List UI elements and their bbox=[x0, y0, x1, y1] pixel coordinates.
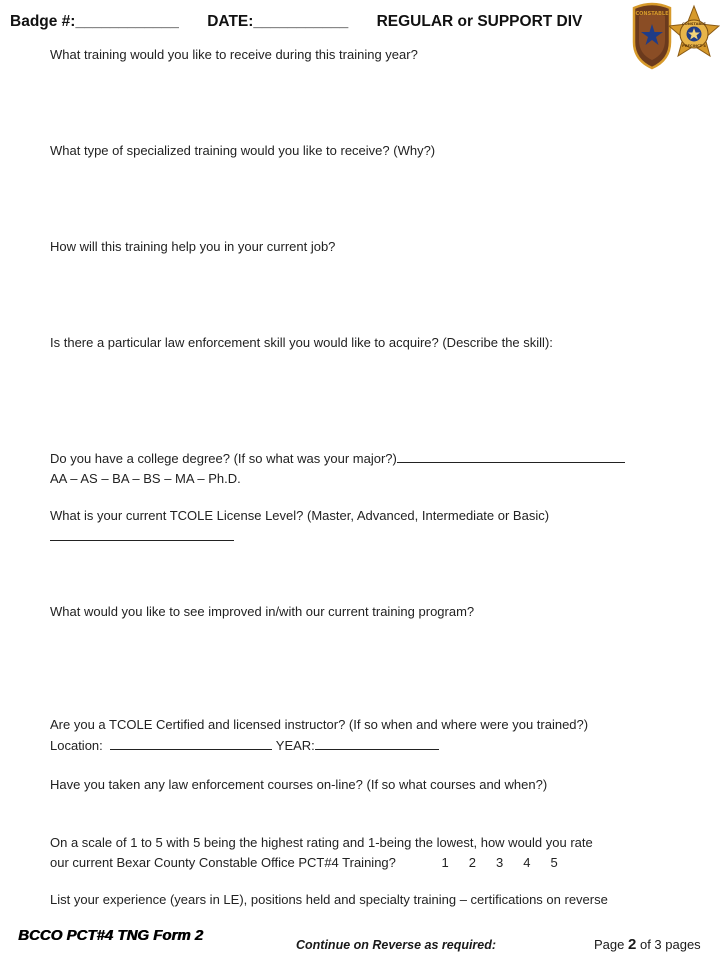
division-field: REGULAR or SUPPORT DIV bbox=[376, 13, 583, 30]
page-prefix: Page bbox=[594, 937, 625, 952]
page-indicator bbox=[594, 936, 701, 953]
rating-option[interactable]: 5 bbox=[550, 855, 558, 870]
badge-label-bottom: PRECINCT 4 bbox=[682, 44, 706, 48]
degree-options: AA – AS – BA – BS – MA – Ph.D. bbox=[50, 471, 241, 486]
question-online-courses: Have you taken any law enforcement courses on-line? (If so what courses and when?) bbox=[50, 777, 548, 792]
question-college-degree bbox=[50, 448, 700, 489]
badge-number-field: Badge #:____________ bbox=[10, 13, 179, 30]
question-law-enforcement-skill: Is there a particular law enforcement skill you would like to acquire? (Describe the skill): bbox=[50, 335, 553, 350]
question-experience: List your experience (years in LE), positions held and specialty training – certifications on reverse bbox=[50, 892, 608, 907]
year-label: YEAR: bbox=[275, 738, 315, 753]
badge-label-top: CONSTABLE bbox=[682, 22, 706, 26]
question-tcole-license bbox=[50, 506, 700, 547]
college-degree-text: Do you have a college degree? (If so what was your major?) bbox=[50, 451, 397, 466]
location-label: Location: bbox=[50, 738, 103, 753]
rating-option[interactable]: 3 bbox=[495, 855, 504, 870]
location-blank[interactable] bbox=[110, 735, 272, 750]
question-specialized-training: What type of specialized training would you like to receive? (Why?) bbox=[50, 143, 436, 158]
form-header bbox=[10, 13, 606, 31]
patch-label: CONSTABLE bbox=[635, 11, 669, 17]
rating-text-line1: On a scale of 1 to 5 with 5 being the highest rating and 1-being the lowest, how would you rate bbox=[50, 835, 593, 850]
tcole-instructor-text: Are you a TCOLE Certified and licensed instructor? (If so when and where were you trained?) bbox=[50, 717, 589, 732]
question-tcole-instructor bbox=[50, 715, 700, 756]
continue-note: Continue on Reverse as required: bbox=[296, 938, 497, 952]
year-blank[interactable] bbox=[315, 735, 439, 750]
date-field: DATE:___________ bbox=[207, 13, 349, 30]
question-training-help: How will this training help you in your current job? bbox=[50, 239, 336, 254]
rating-text-line2: our current Bexar County Constable Office PCT#4 Training? bbox=[50, 855, 396, 870]
question-training-improvement: What would you like to see improved in/with our current training program? bbox=[50, 604, 475, 619]
college-major-blank[interactable] bbox=[397, 448, 625, 463]
rating-scale bbox=[442, 855, 578, 870]
rating-option[interactable]: 1 bbox=[441, 855, 449, 870]
page-number: 2 bbox=[628, 936, 637, 953]
tcole-license-blank[interactable] bbox=[50, 526, 234, 541]
question-training-rating bbox=[50, 833, 700, 873]
rating-option[interactable]: 4 bbox=[523, 855, 531, 870]
page-suffix: of 3 pages bbox=[639, 937, 701, 952]
tcole-license-text: What is your current TCOLE License Level? (Master, Advanced, Intermediate or Basic) bbox=[50, 508, 550, 523]
rating-option[interactable]: 2 bbox=[468, 855, 476, 870]
form-title: BCCO PCT#4 TNG Form 2 bbox=[18, 927, 204, 944]
question-training-wanted: What training would you like to receive during this training year? bbox=[50, 47, 418, 62]
